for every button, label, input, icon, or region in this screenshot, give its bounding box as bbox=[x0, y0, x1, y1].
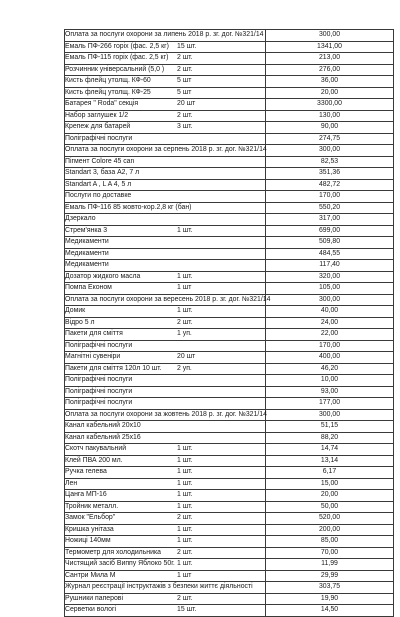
row-description-cell bbox=[65, 294, 271, 306]
row-description-cell bbox=[65, 317, 266, 329]
row-amount: 303,75 bbox=[266, 582, 394, 594]
table-row bbox=[65, 467, 394, 479]
row-quantity: 2 шт. bbox=[177, 111, 193, 119]
row-amount: 117,40 bbox=[266, 260, 394, 272]
row-description: Поліграфічні послуги bbox=[65, 341, 133, 349]
row-description-cell bbox=[65, 168, 266, 180]
row-description: Оплата за послуги охорони за жовтень 2018 р. зг. дог. №321/14 bbox=[65, 410, 267, 418]
table-row bbox=[65, 64, 394, 76]
table-row bbox=[65, 99, 394, 111]
table-row bbox=[65, 547, 394, 559]
row-quantity: 1 шт. bbox=[177, 537, 193, 544]
row-amount: 550,20 bbox=[266, 202, 394, 214]
row-description-cell bbox=[65, 501, 266, 513]
row-description: Крепеж для батарей bbox=[65, 123, 131, 131]
row-description: Канал кабельний 25х16 bbox=[65, 433, 141, 441]
row-amount: 130,00 bbox=[266, 110, 394, 122]
row-description: Набор заглушек 1/2 bbox=[65, 111, 129, 119]
row-amount: 93,00 bbox=[266, 386, 394, 398]
row-quantity: 1 шт. bbox=[177, 491, 193, 498]
row-description: Поліграфічні послуги bbox=[65, 399, 133, 407]
table-row bbox=[65, 110, 394, 122]
row-amount: 276,00 bbox=[266, 64, 394, 76]
row-amount: 36,00 bbox=[266, 76, 394, 88]
row-quantity: 1 шт. bbox=[177, 226, 193, 234]
row-quantity: 2 шт. bbox=[177, 594, 193, 602]
row-quantity: 2 шт. bbox=[177, 548, 193, 556]
row-amount: 15,00 bbox=[266, 478, 394, 490]
row-description: Стрем'янка 3 bbox=[65, 226, 108, 234]
row-description: Кисть флейц утолщ. КФ-25 bbox=[65, 88, 151, 96]
row-description-cell bbox=[65, 283, 266, 295]
table-row bbox=[65, 237, 394, 249]
row-description-cell bbox=[65, 386, 266, 398]
row-amount: 70,00 bbox=[266, 547, 394, 559]
row-description: Чистящий засіб Виппу Яблоко 50г. bbox=[65, 560, 175, 568]
row-description: Оплата за послуги охорони за вересень 2018 р. зг. дог. №321/14 bbox=[65, 295, 271, 303]
row-amount: 300,00 bbox=[266, 145, 394, 157]
row-description-cell bbox=[65, 110, 266, 122]
row-amount: 88,20 bbox=[266, 432, 394, 444]
row-description: Батарея " Roda" секція bbox=[65, 100, 139, 108]
row-description: Цанга МП-16 bbox=[65, 491, 107, 499]
table-row bbox=[65, 398, 394, 410]
row-description: Медикаменти bbox=[65, 238, 109, 246]
row-amount: 317,00 bbox=[266, 214, 394, 226]
row-description: Сантри Мила М bbox=[65, 571, 116, 579]
row-quantity: 1 шт. bbox=[177, 456, 193, 464]
row-description: Ручка гелева bbox=[65, 468, 107, 476]
row-quantity: 1 шт. bbox=[177, 468, 193, 475]
row-description-cell bbox=[65, 582, 266, 594]
row-description-cell bbox=[65, 409, 266, 421]
table-row bbox=[65, 340, 394, 352]
row-description: Дзеркало bbox=[65, 215, 96, 223]
row-description-cell bbox=[65, 41, 266, 53]
row-amount: 1341,00 bbox=[266, 41, 394, 53]
row-amount: 51,15 bbox=[266, 421, 394, 433]
table-row bbox=[65, 53, 394, 65]
table-row bbox=[65, 225, 394, 237]
row-description: Термометр для холодильника bbox=[65, 548, 161, 556]
row-description-cell bbox=[65, 570, 266, 582]
row-amount: 3300,00 bbox=[266, 99, 394, 111]
row-description-cell bbox=[65, 202, 266, 214]
row-quantity: 5 шт bbox=[177, 77, 192, 84]
table-row bbox=[65, 432, 394, 444]
table-row bbox=[65, 283, 394, 295]
row-description: Серветки вологі bbox=[65, 606, 116, 614]
table-row bbox=[65, 317, 394, 329]
row-amount: 320,00 bbox=[266, 271, 394, 283]
row-description: Пакети для сміття bbox=[65, 330, 123, 338]
row-description: Журнал реєстрації інструктажів з безпеки життє діяльності bbox=[65, 583, 253, 591]
row-description-cell bbox=[65, 156, 266, 168]
row-amount: 40,00 bbox=[266, 306, 394, 318]
row-description-cell bbox=[65, 559, 266, 571]
table-row bbox=[65, 501, 394, 513]
row-amount: 300,00 bbox=[266, 409, 394, 421]
row-description-cell bbox=[65, 363, 266, 375]
row-description-cell bbox=[65, 432, 266, 444]
row-description-cell bbox=[65, 191, 266, 203]
row-amount: 6,17 bbox=[266, 467, 394, 479]
table-row bbox=[65, 513, 394, 525]
row-description-cell bbox=[65, 306, 266, 318]
table-row bbox=[65, 271, 394, 283]
table-row bbox=[65, 536, 394, 548]
row-description: Пігмент Colore 45 can bbox=[65, 157, 135, 165]
row-quantity: 1 шт. bbox=[177, 479, 193, 487]
row-amount: 274,75 bbox=[266, 133, 394, 145]
row-description-cell bbox=[65, 340, 266, 352]
table-row bbox=[65, 87, 394, 99]
row-description: Клей ПВА 200 мл. bbox=[65, 456, 123, 464]
row-description: Оплата за послуги охорони за серпень 2018 р. зг. дог. №321/14 bbox=[65, 146, 267, 154]
row-amount: 82,53 bbox=[266, 156, 394, 168]
row-quantity: 2 шт. bbox=[177, 318, 193, 326]
table-row bbox=[65, 559, 394, 571]
row-description-cell bbox=[65, 237, 266, 249]
table-row bbox=[65, 605, 394, 617]
row-amount: 105,00 bbox=[266, 283, 394, 295]
row-description: Емаль ПФ-115 горіх (фас. 2,5 кг) bbox=[65, 54, 169, 62]
row-description: Послуги по доставке bbox=[65, 192, 132, 200]
table-row bbox=[65, 409, 394, 421]
row-amount: 85,00 bbox=[266, 536, 394, 548]
row-description-cell bbox=[65, 352, 266, 364]
row-quantity: 2 уп. bbox=[177, 364, 192, 372]
row-description: Медикаменти bbox=[65, 249, 109, 257]
table-row bbox=[65, 375, 394, 387]
row-description-cell bbox=[65, 605, 266, 617]
row-quantity: 1 шт bbox=[177, 284, 192, 291]
table-row bbox=[65, 260, 394, 272]
row-amount: 90,00 bbox=[266, 122, 394, 134]
row-amount: 10,00 bbox=[266, 375, 394, 387]
row-amount: 300,00 bbox=[266, 30, 394, 42]
table-row bbox=[65, 478, 394, 490]
row-description-cell bbox=[65, 513, 266, 525]
row-description-cell bbox=[65, 421, 266, 433]
table-row bbox=[65, 248, 394, 260]
row-description: Лен bbox=[65, 479, 78, 487]
table-row bbox=[65, 122, 394, 134]
row-amount: 520,00 bbox=[266, 513, 394, 525]
row-description-cell bbox=[65, 145, 266, 157]
row-description: Тройник металл. bbox=[65, 502, 119, 510]
row-description: Standart 3, база А2, 7 л bbox=[65, 169, 140, 177]
row-description: Відро 5 л bbox=[65, 318, 95, 326]
table-row bbox=[65, 582, 394, 594]
row-quantity: 1 шт. bbox=[177, 502, 193, 510]
row-description-cell bbox=[65, 455, 266, 467]
row-amount: 177,00 bbox=[266, 398, 394, 410]
row-description: Кисть флейц утолщ. КФ-60 bbox=[65, 77, 151, 85]
row-description: Дозатор жидкого масла bbox=[65, 272, 141, 280]
row-quantity: 20 шт bbox=[177, 100, 196, 107]
row-description-cell bbox=[65, 375, 266, 387]
row-description-cell bbox=[65, 547, 266, 559]
row-description-cell bbox=[65, 536, 266, 548]
row-description: Standart A , L A 4, 5 л bbox=[65, 180, 132, 188]
table-row bbox=[65, 570, 394, 582]
row-description-cell bbox=[65, 30, 266, 42]
row-amount: 24,00 bbox=[266, 317, 394, 329]
row-description-cell bbox=[65, 398, 266, 410]
row-description-cell bbox=[65, 53, 266, 65]
row-description-cell bbox=[65, 248, 266, 260]
table-row bbox=[65, 294, 394, 306]
row-description: Оплата за послуги охорони за липень 2018 р. зг. дог. №321/14 bbox=[65, 31, 264, 39]
row-amount: 200,00 bbox=[266, 524, 394, 536]
table-row bbox=[65, 156, 394, 168]
table-row bbox=[65, 421, 394, 433]
row-description: Поліграфічні послуги bbox=[65, 387, 133, 395]
table-row bbox=[65, 30, 394, 42]
table-row bbox=[65, 524, 394, 536]
row-amount: 50,00 bbox=[266, 501, 394, 513]
row-quantity: 3 шт. bbox=[177, 123, 193, 130]
row-description-cell bbox=[65, 490, 266, 502]
row-description-cell bbox=[65, 179, 266, 191]
row-description-cell bbox=[65, 467, 266, 479]
table-row bbox=[65, 444, 394, 456]
row-description-cell bbox=[65, 444, 266, 456]
row-amount: 19,90 bbox=[266, 593, 394, 605]
row-quantity: 1 уп. bbox=[177, 330, 192, 337]
row-amount: 699,00 bbox=[266, 225, 394, 237]
row-description: Поліграфічні послуги bbox=[65, 134, 133, 142]
row-amount: 170,00 bbox=[266, 191, 394, 203]
row-quantity: 1 шт. bbox=[177, 445, 193, 452]
table-row bbox=[65, 191, 394, 203]
row-description-cell bbox=[65, 260, 266, 272]
row-amount: 484,55 bbox=[266, 248, 394, 260]
row-description-cell bbox=[65, 76, 266, 88]
row-amount: 11,99 bbox=[266, 559, 394, 571]
row-description-cell bbox=[65, 329, 266, 341]
row-description-cell bbox=[65, 64, 266, 76]
row-quantity: 1 шт. bbox=[177, 307, 193, 314]
table-row bbox=[65, 329, 394, 341]
row-description-cell bbox=[65, 271, 266, 283]
row-quantity: 2 шт. bbox=[177, 65, 193, 73]
table-row bbox=[65, 306, 394, 318]
table-row bbox=[65, 76, 394, 88]
row-description: Поліграфічні послуги bbox=[65, 376, 133, 384]
row-description: Рушники паперові bbox=[65, 594, 123, 602]
row-description: Медикаменти bbox=[65, 261, 109, 269]
table-row bbox=[65, 363, 394, 375]
row-quantity: 5 шт bbox=[177, 88, 192, 96]
table-row bbox=[65, 41, 394, 53]
row-description: Скотч пакувальний bbox=[65, 445, 127, 453]
row-amount: 300,00 bbox=[266, 294, 394, 306]
row-amount: 46,20 bbox=[266, 363, 394, 375]
row-amount: 482,72 bbox=[266, 179, 394, 191]
table-row bbox=[65, 455, 394, 467]
row-quantity: 1 шт. bbox=[177, 272, 193, 280]
row-description: Пакети для сміття 120л 10 шт. bbox=[65, 364, 162, 372]
row-amount: 351,36 bbox=[266, 168, 394, 180]
table-row bbox=[65, 179, 394, 191]
row-description: Емаль ПФ-116 85 жовто-кор.2,8 кг (бан) bbox=[65, 203, 192, 211]
row-amount: 20,00 bbox=[266, 490, 394, 502]
row-amount: 509,80 bbox=[266, 237, 394, 249]
row-quantity: 20 шт bbox=[177, 353, 196, 360]
row-description-cell bbox=[65, 87, 266, 99]
row-description: Емаль ПФ-266 горіх (фас. 2,5 кг) bbox=[65, 42, 169, 50]
row-amount: 20,00 bbox=[266, 87, 394, 99]
row-description-cell bbox=[65, 122, 266, 134]
row-description: Замок "Ельбор" bbox=[65, 514, 116, 522]
row-amount: 14,74 bbox=[266, 444, 394, 456]
row-description: Магнітні сувеніри bbox=[65, 353, 121, 361]
table-row bbox=[65, 593, 394, 605]
row-amount: 29,99 bbox=[266, 570, 394, 582]
row-description: Канал кабельний 20х10 bbox=[65, 422, 141, 430]
row-description-cell bbox=[65, 593, 266, 605]
row-description: Домик bbox=[65, 307, 86, 315]
row-quantity: 15 шт. bbox=[177, 42, 197, 50]
expense-table-body bbox=[65, 30, 394, 617]
row-description: Розчинник універсальний (5,0 ) bbox=[65, 65, 165, 73]
row-amount: 400,00 bbox=[266, 352, 394, 364]
row-quantity: 2 шт. bbox=[177, 54, 193, 61]
row-amount: 14,50 bbox=[266, 605, 394, 617]
row-description-cell bbox=[65, 214, 266, 226]
table-row bbox=[65, 168, 394, 180]
row-amount: 13,14 bbox=[266, 455, 394, 467]
table-row bbox=[65, 490, 394, 502]
table-row bbox=[65, 214, 394, 226]
table-row bbox=[65, 352, 394, 364]
row-quantity: 15 шт. bbox=[177, 606, 197, 613]
row-quantity: 1 шт. bbox=[177, 560, 193, 567]
row-amount: 170,00 bbox=[266, 340, 394, 352]
row-description-cell bbox=[65, 133, 266, 145]
table-row bbox=[65, 202, 394, 214]
expense-table bbox=[64, 29, 394, 617]
row-description: Ножиці 140мм bbox=[65, 537, 111, 545]
table-row bbox=[65, 133, 394, 145]
row-amount: 22,00 bbox=[266, 329, 394, 341]
table-row bbox=[65, 145, 394, 157]
row-description-cell bbox=[65, 99, 266, 111]
row-quantity: 1 шт bbox=[177, 571, 192, 579]
row-quantity: 2 шт. bbox=[177, 514, 193, 521]
row-description-cell bbox=[65, 478, 266, 490]
row-description-cell bbox=[65, 225, 266, 237]
table-row bbox=[65, 386, 394, 398]
row-amount: 213,00 bbox=[266, 53, 394, 65]
row-description: Помпа Економ bbox=[65, 284, 112, 292]
row-quantity: 1 шт. bbox=[177, 525, 193, 533]
row-description: Кришка унітаза bbox=[65, 525, 114, 533]
row-description-cell bbox=[65, 524, 266, 536]
